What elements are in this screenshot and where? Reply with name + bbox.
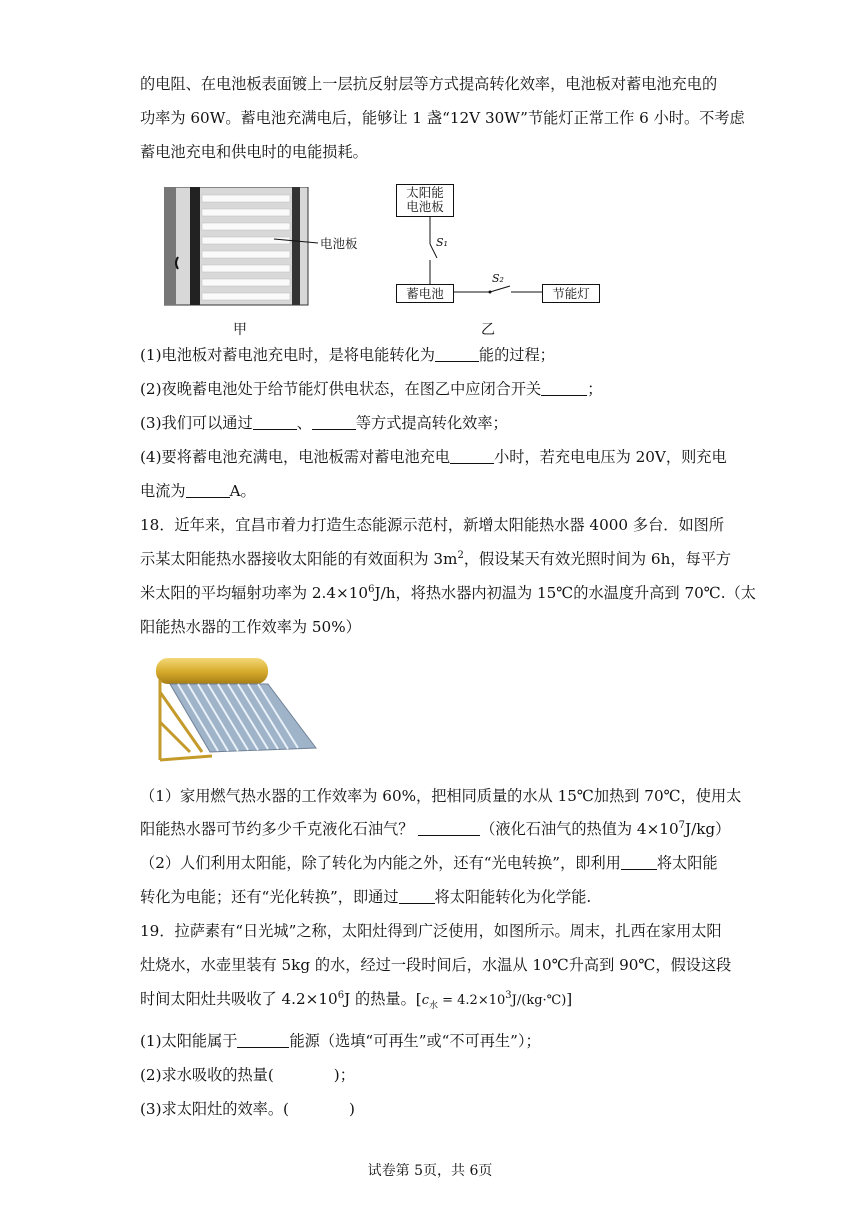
q18-p1-text: 阳能热水器可节约多少千克液化石油气？ bbox=[140, 820, 414, 838]
q17-p2-text-end: ； bbox=[587, 380, 603, 398]
q17-p4-blank-1[interactable] bbox=[450, 447, 494, 464]
q17-p1-blank[interactable] bbox=[435, 345, 479, 362]
q17-p3-blank-2[interactable] bbox=[312, 413, 356, 430]
formula-c: c bbox=[421, 993, 429, 1008]
formula-eq: = 4.2×10 bbox=[438, 993, 506, 1008]
q17-part-4 bbox=[140, 446, 727, 468]
q17-p3-text-end: 等方式提高转化效率； bbox=[355, 414, 508, 432]
intro-line-3: 蓄电池充电和供电时的电能损耗。 bbox=[140, 143, 368, 161]
q18-part-2 bbox=[140, 852, 720, 874]
q19-line-1: 19．拉萨素有“日光城”之称，太阳灶得到广泛使用，如图所示。周末，扎西在家用太阳 bbox=[140, 922, 722, 940]
q18-p2-text-2: 转化为电能；还有“光化转换”，即通过 bbox=[140, 888, 399, 906]
q17-p4-text-end: A。 bbox=[229, 482, 256, 500]
intro-line-1: 的电阻、在电池板表面镀上一层抗反射层等方式提高转化效率，电池板对蓄电池充电的 bbox=[140, 75, 718, 93]
q17-p4-text-mid: 小时，若充电电压为 20V，则充电 bbox=[494, 448, 727, 466]
q18-p1-blank[interactable] bbox=[418, 819, 480, 836]
battery-box: 蓄电池 bbox=[396, 284, 454, 303]
q19-part-2 bbox=[140, 1064, 720, 1086]
q19-p3-text-end: ) bbox=[348, 1100, 355, 1118]
q17-p1-text-end: 能的过程； bbox=[478, 346, 555, 364]
q19-p1-text: (1)太阳能属于 bbox=[140, 1032, 238, 1050]
q18-p2-text: （2）人们利用太阳能，除了转化为内能之外，还有“光电转换”，即利用 bbox=[140, 854, 621, 872]
q17-p4-blank-2[interactable] bbox=[186, 481, 230, 498]
q17-p3-text: (3)我们可以通过 bbox=[140, 414, 253, 432]
formula-close: ] bbox=[566, 990, 573, 1008]
q17-p4-text-2: 电流为 bbox=[140, 482, 186, 500]
q19-p1-blank[interactable] bbox=[237, 1031, 289, 1048]
q18-l2-sup: 2 bbox=[457, 549, 464, 561]
q18-p2-blank-2[interactable] bbox=[399, 887, 435, 904]
q18-p1-sup: 7 bbox=[678, 819, 685, 831]
q19-line-2: 灶烧水，水壶里装有 5kg 的水，经过一段时间后，水温从 10℃升高到 90℃，假设这段 bbox=[140, 956, 732, 974]
q18-l2-text: 示某太阳能热水器接收太阳能的有效面积为 3m bbox=[140, 550, 458, 568]
q18-p2-text-2-end: 将太阳能转化为化学能. bbox=[434, 888, 592, 906]
lamp-box: 节能灯 bbox=[542, 284, 600, 303]
q18-p1-note: （液化石油气的热值为 4×10 bbox=[480, 820, 679, 838]
q18-p2-text-end: 将太阳能 bbox=[656, 854, 718, 872]
q18-part-1-cont bbox=[140, 818, 731, 840]
q19-p3-text: (3)求太阳灶的效率。( bbox=[140, 1100, 289, 1118]
solar-box-line-1: 太阳能 bbox=[406, 185, 444, 200]
q17-p3-blank-1[interactable] bbox=[253, 413, 297, 430]
q17-part-2 bbox=[140, 378, 720, 400]
q18-l2-text-end: ，假设某天有效光照时间为 6h，每平方 bbox=[463, 550, 732, 568]
q17-p3-sep: 、 bbox=[296, 414, 312, 432]
q17-p4-text: (4)要将蓄电池充满电，电池板需对蓄电池充电 bbox=[140, 448, 451, 466]
q19-p2-text-end: )； bbox=[333, 1066, 355, 1084]
q18-l3-text-end: J/h，将热水器内初温为 15℃的水温度升高到 70℃.（太 bbox=[374, 584, 756, 602]
q19-part-3 bbox=[140, 1098, 720, 1120]
panel-label: 电池板 bbox=[320, 236, 358, 251]
q18-line-2 bbox=[140, 548, 732, 570]
q18-l3-text: 米太阳的平均辐射功率为 2.4×10 bbox=[140, 584, 369, 602]
q18-l3-sup: 6 bbox=[368, 583, 375, 595]
page-footer: 试卷第 5页，共 6页 bbox=[367, 1163, 493, 1179]
formula-unit: J/(kg·℃) bbox=[511, 993, 567, 1008]
figure-yi-caption: 乙 bbox=[481, 322, 495, 338]
q18-p1-note-end: J/kg） bbox=[685, 820, 731, 838]
switch-s2-label: S₂ bbox=[492, 272, 504, 285]
q19-line-3 bbox=[140, 988, 720, 1017]
q17-part-1 bbox=[140, 344, 720, 366]
q18-line-4: 阳能热水器的工作效率为 50%） bbox=[140, 618, 361, 636]
q19-p2-text: (2)求水吸收的热量( bbox=[140, 1066, 274, 1084]
q17-p2-text: (2)夜晚蓄电池处于给节能灯供电状态，在图乙中应闭合开关 bbox=[140, 380, 542, 398]
switch-s1-label: S₁ bbox=[436, 236, 448, 249]
q18-line-3 bbox=[140, 582, 756, 604]
q18-part-1: （1）家用燃气热水器的工作效率为 60%，把相同质量的水从 15℃加热到 70℃，使用太 bbox=[140, 787, 742, 805]
q18-part-2-cont bbox=[140, 886, 720, 908]
figure-jia-caption: 甲 bbox=[233, 322, 247, 338]
solar-panel-box bbox=[396, 184, 454, 217]
q19-l3-text: 时间太阳灶共吸收了 4.2×10 bbox=[140, 990, 338, 1008]
formula-sup: 3 bbox=[505, 989, 512, 1001]
q18-p2-blank-1[interactable] bbox=[621, 853, 657, 870]
q19-part-1 bbox=[140, 1030, 720, 1052]
solar-box-line-2: 电池板 bbox=[406, 199, 444, 214]
q18-line-1: 18．近年来，宜昌市着力打造生态能源示范村，新增太阳能热水器 4000 多台．如图所 bbox=[140, 516, 725, 534]
q17-part-3 bbox=[140, 412, 720, 434]
intro-line-2: 功率为 60W。蓄电池充满电后，能够让 1 盏“12V 30W”节能灯正常工作 6 小时。不考虑 bbox=[140, 109, 745, 127]
q19-l3-text-mid: J 的热量。[ bbox=[344, 990, 422, 1008]
q19-l3-sup: 6 bbox=[337, 989, 345, 1001]
formula-c-sub: 水 bbox=[428, 1001, 438, 1012]
q17-p1-text: (1)电池板对蓄电池充电时，是将电能转化为 bbox=[140, 346, 435, 364]
solar-water-heater-image bbox=[150, 652, 320, 764]
q19-p1-text-end: 能源（选填“可再生”或“不可再生”）； bbox=[289, 1032, 541, 1050]
q17-part-4-cont bbox=[140, 480, 720, 502]
q17-p2-blank[interactable] bbox=[541, 379, 587, 396]
